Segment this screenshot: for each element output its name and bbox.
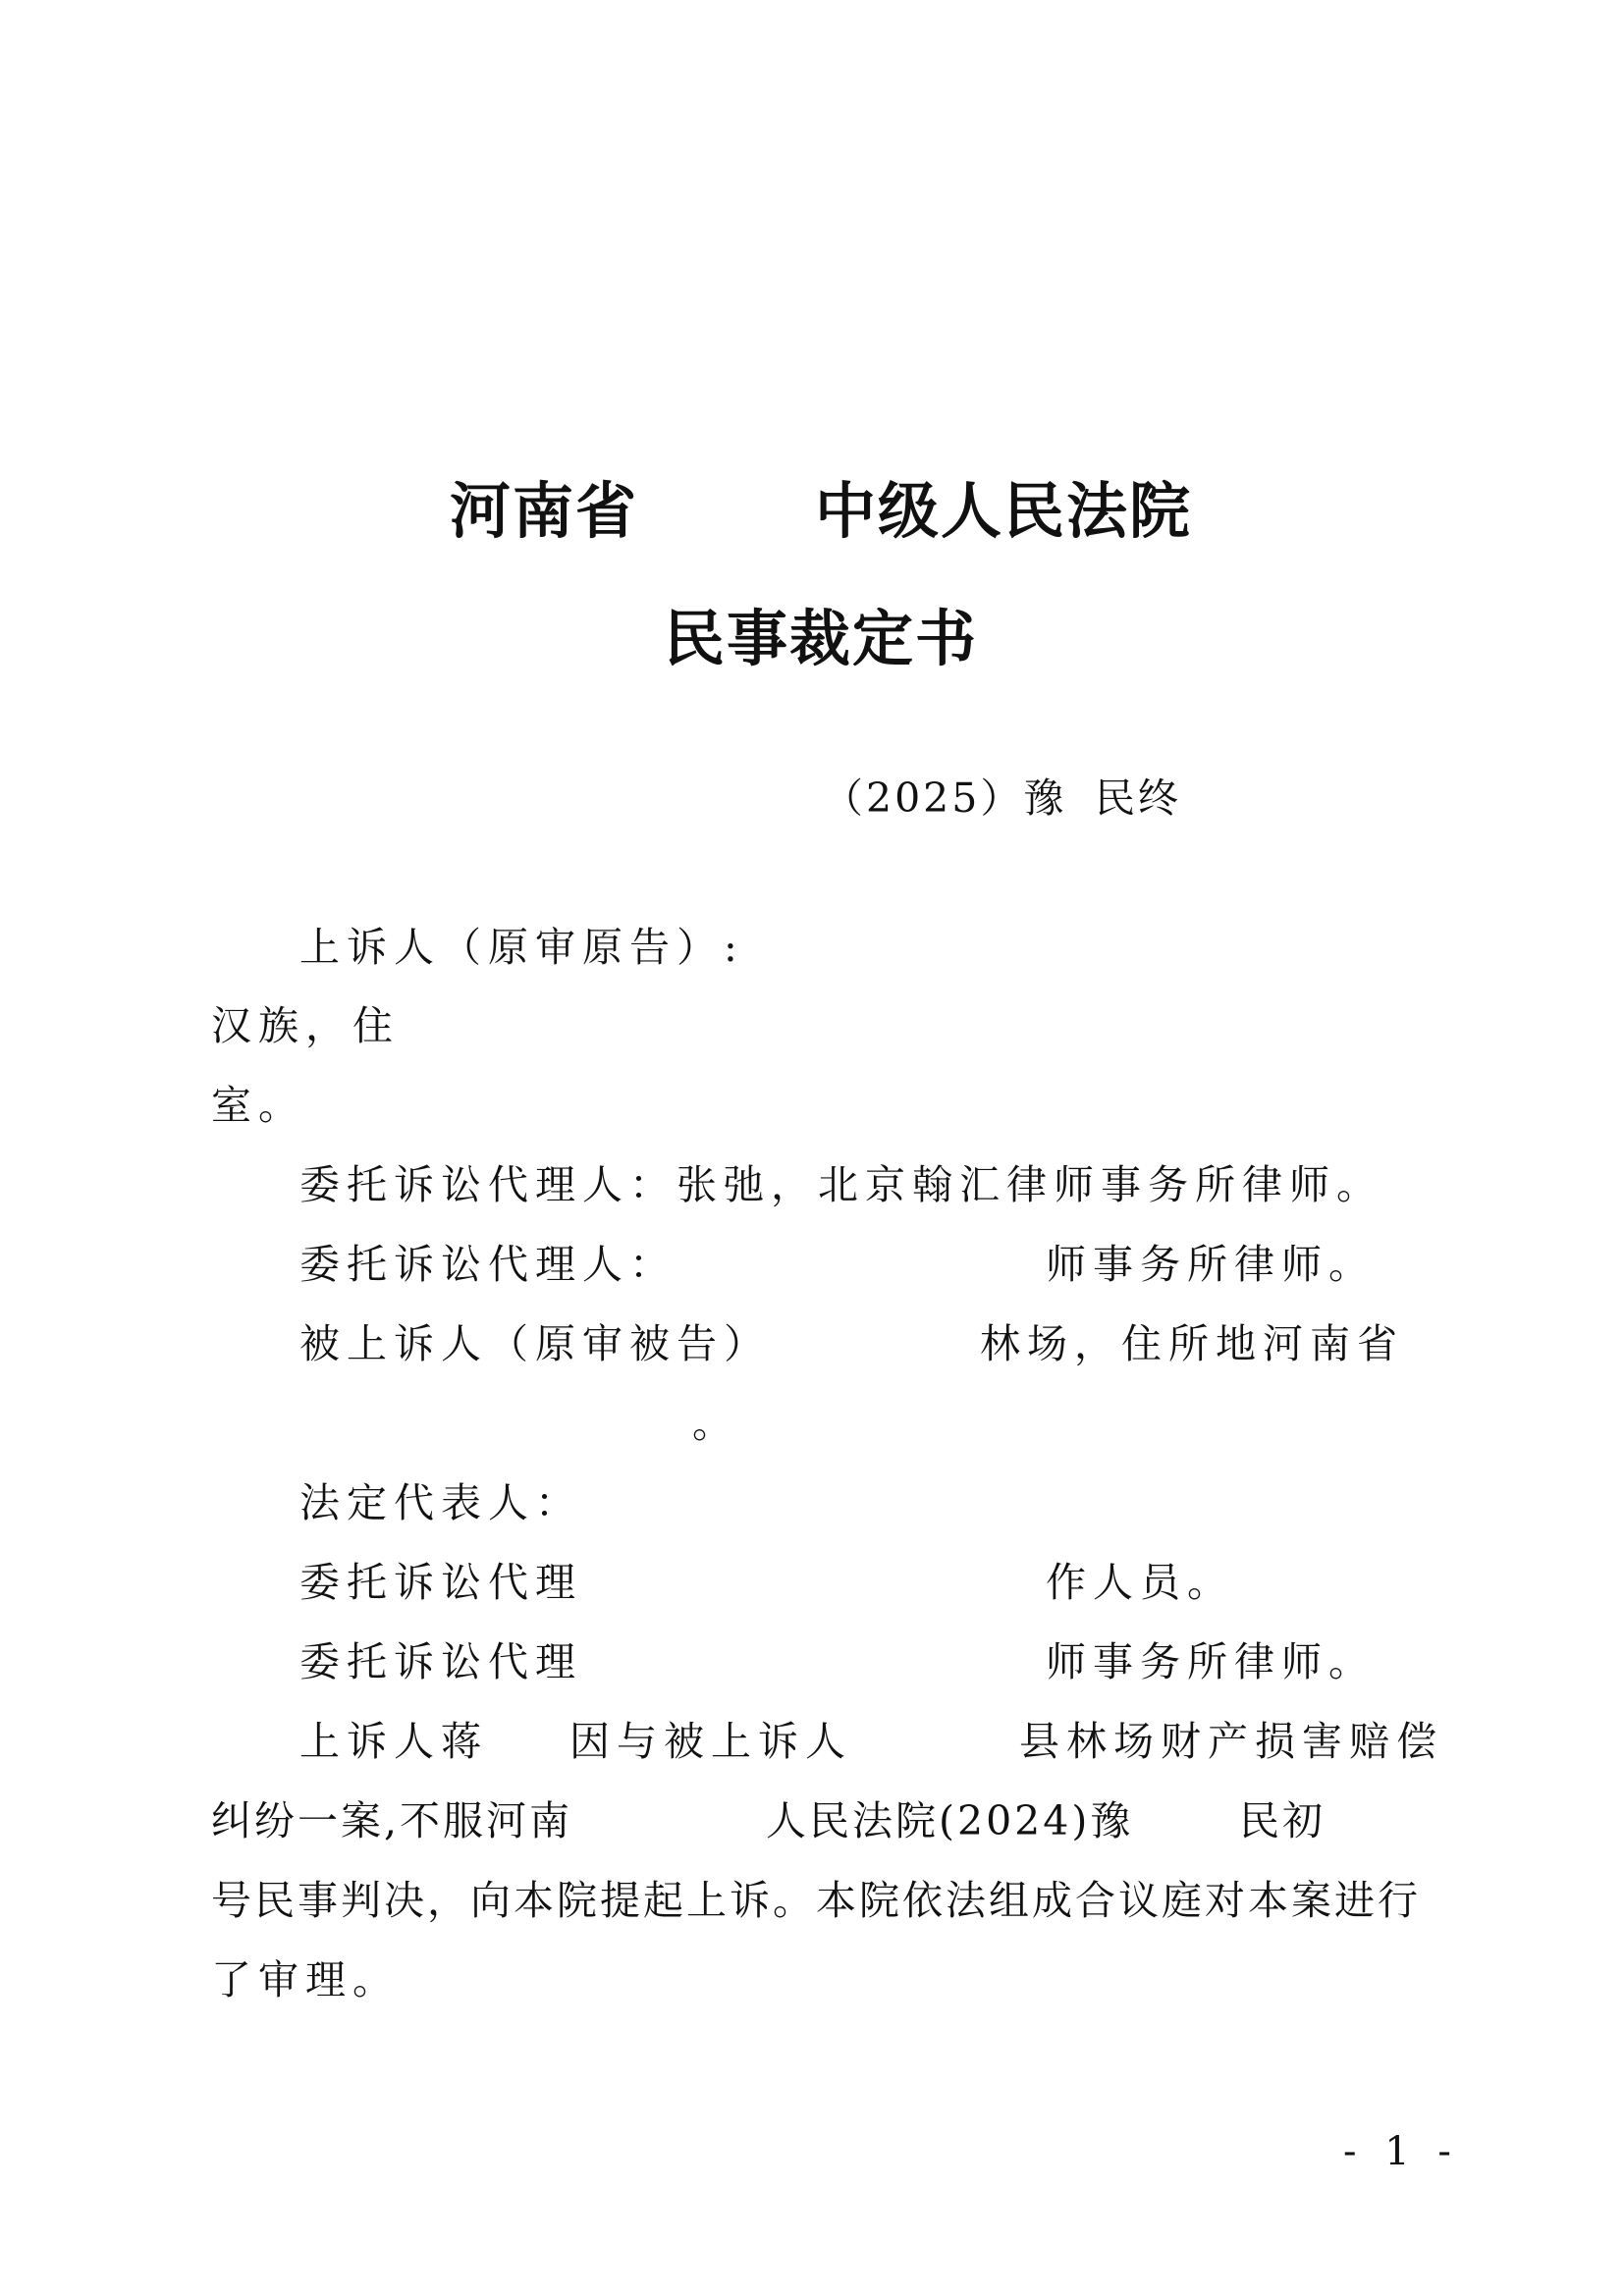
narrative-line-3: 号民事判决，向本院提起上诉。本院依法组成合议庭对本案进行 [211, 1877, 1421, 1924]
case-number-prefix: （2025）豫 [823, 774, 1067, 822]
court-province: 河南省 [450, 475, 639, 547]
appellee-name-end: 林场，住所地河南省 [980, 1320, 1404, 1367]
narrative-line-4: 了审理。 [211, 1956, 400, 2003]
page-number: - 1 - [1343, 2129, 1459, 2174]
appellee-address-end: 。 [692, 1400, 739, 1447]
appellee-agent-1-label: 委托诉讼代理 [299, 1559, 582, 1606]
legal-representative-label: 法定代表人： [299, 1479, 582, 1526]
appellant-address-end: 室。 [211, 1082, 305, 1129]
appellant-agent-1: 委托诉讼代理人：张弛，北京翰汇律师事务所律师。 [299, 1161, 1383, 1208]
document-title: 民事裁定书 [664, 603, 979, 674]
appellee-label: 被上诉人（原审被告） [299, 1320, 771, 1367]
appellant-ethnicity: 汉族，住 [211, 1002, 400, 1049]
case-number-suffix: 民终 [1095, 774, 1181, 822]
narrative-line-1-a: 上诉人蒋 [299, 1718, 488, 1765]
narrative-line-1-b: 因与被上诉人 [569, 1718, 852, 1765]
narrative-line-2-b: 人民法院(2024)豫 [766, 1797, 1134, 1844]
narrative-line-2-a: 纠纷一案,不服河南 [211, 1797, 573, 1844]
appellee-agent-2-label: 委托诉讼代理 [299, 1638, 582, 1685]
court-name: 中级人民法院 [815, 475, 1193, 547]
appellant-agent-2-label: 委托诉讼代理人： [299, 1241, 677, 1288]
appellee-agent-1-end: 作人员。 [1046, 1559, 1234, 1606]
appellee-agent-2-end: 师事务所律师。 [1046, 1638, 1376, 1685]
appellant-agent-2-end: 师事务所律师。 [1046, 1241, 1376, 1288]
narrative-line-1-c: 县林场财产损害赔偿 [1019, 1718, 1443, 1765]
narrative-line-2-c: 民初 [1239, 1797, 1326, 1844]
appellant-label: 上诉人（原审原告）: [299, 924, 744, 971]
